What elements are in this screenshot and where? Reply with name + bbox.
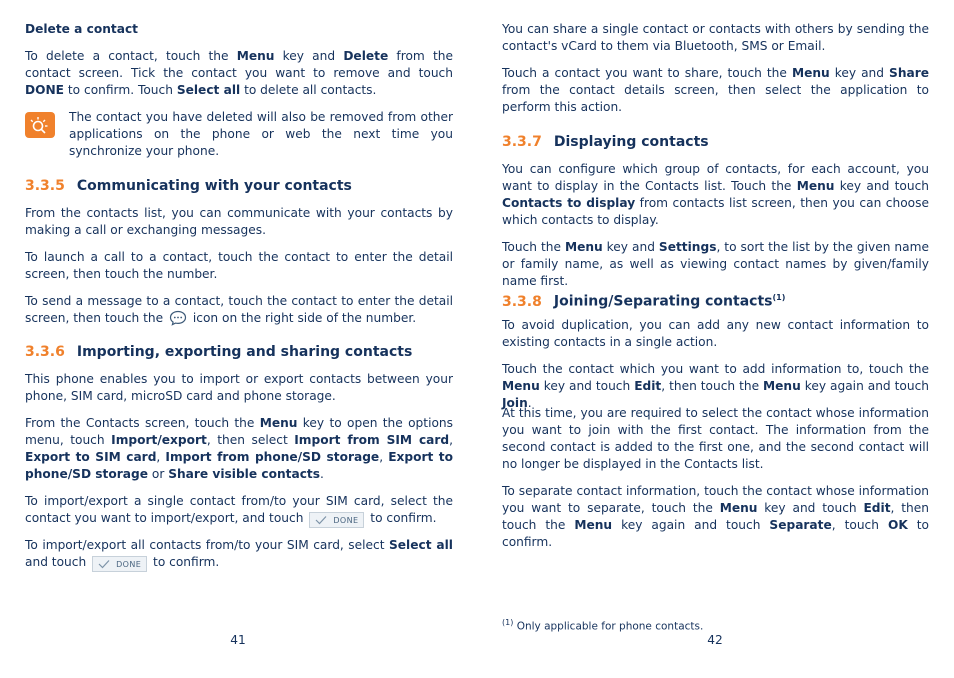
text-segment: , <box>156 450 166 464</box>
text-segment: to confirm. Touch <box>64 83 177 97</box>
bold-term: Join <box>502 396 528 410</box>
bold-term: Export to SIM card <box>25 450 157 464</box>
section-title: Importing, exporting and sharing contacts <box>76 344 413 360</box>
text-segment: to confirm. <box>149 555 220 569</box>
text-segment: To import/export all contacts from/to your SIM card, select <box>25 538 389 552</box>
share-paragraph-1: You can share a single contact or contacts with others by sending the contact's vCard to them via Bluetooth, SMS or Email. <box>502 22 929 53</box>
section-number: 3.3.6 <box>25 344 65 360</box>
text-segment: key and touch <box>834 179 929 193</box>
share-paragraph-2 <box>502 65 929 116</box>
bold-term: Import from SIM card <box>294 433 450 447</box>
text-segment: to delete all contacts. <box>240 83 377 97</box>
section-title: Joining/Separating contacts <box>553 293 773 310</box>
bold-term: Import from phone/SD storage <box>165 450 380 464</box>
done-button-image <box>309 512 364 528</box>
joining-paragraph-4 <box>502 483 929 551</box>
text-segment: and touch <box>25 555 91 569</box>
communicating-paragraph-3 <box>25 293 453 327</box>
text-segment: Touch a contact you want to share, touch the <box>502 66 792 80</box>
bold-term: Edit <box>863 501 891 515</box>
text-segment: to confirm. <box>366 511 437 525</box>
import-export-paragraph-1: This phone enables you to import or export contacts between your phone, SIM card, microSD card and phone storage. <box>25 372 453 403</box>
text-segment: To send a message to a contact, touch the contact to enter the detail screen, then touch the <box>25 294 453 325</box>
bold-term: Share <box>889 66 930 80</box>
displaying-paragraph-1 <box>502 161 929 229</box>
footnote-reference: (1) <box>772 293 786 302</box>
bold-term: Menu <box>502 379 540 393</box>
section-3-3-8-heading <box>502 289 785 311</box>
bold-term: Select all <box>176 83 241 97</box>
bold-term: Menu <box>564 240 603 254</box>
bold-term: Share visible contacts <box>168 467 320 481</box>
section-title: Displaying contacts <box>553 134 709 150</box>
tip-text: The contact you have deleted will also be removed from other applications on the phone or web the next time you synchronize your phone. <box>69 110 453 158</box>
text-segment: icon on the right side of the number. <box>189 311 417 325</box>
text-segment: , then touch the <box>502 501 929 532</box>
text-segment: key and <box>602 240 659 254</box>
done-label: DONE <box>333 515 359 525</box>
text-segment: to confirm. <box>502 518 929 549</box>
section-number: 3.3.8 <box>502 293 542 310</box>
communicating-paragraph-2: To launch a call to a contact, touch the contact to enter the detail screen, then touch the number. <box>25 250 453 281</box>
section-3-3-7-heading <box>502 133 709 151</box>
text-segment: key and <box>829 66 890 80</box>
bold-term: Edit <box>634 379 662 393</box>
footnote-mark: (1) <box>502 618 514 627</box>
footnote <box>502 616 703 634</box>
bold-term: Contacts to display <box>502 196 636 210</box>
footnote-text: Only applicable for phone contacts. <box>516 620 704 633</box>
text-segment: key and <box>274 49 344 63</box>
bold-term: Menu <box>719 501 758 515</box>
text-segment: To import/export a single contact from/to your SIM card, select the contact you want to import/export, and touch <box>25 494 453 525</box>
bold-term: Export to phone/SD storage <box>25 450 453 481</box>
text-segment: key again and touch <box>800 379 929 393</box>
left-page <box>25 0 453 678</box>
bold-term: Menu <box>259 416 298 430</box>
joining-paragraph-3: At this time, you are required to select the contact whose information you want to join with the first contact. The information from the second contact is added to the first one, and the second contact will no longer be displayed in the Contacts list. <box>502 406 929 471</box>
bold-term: Settings <box>658 240 717 254</box>
bold-term: Delete <box>343 49 389 63</box>
text-segment: , to sort the list by the given name or family name, as well as viewing contact names by given/family name first. <box>502 240 929 288</box>
text-segment: You can configure which group of contacts, for each account, you want to display in the Contacts list. Touch the <box>502 162 929 193</box>
text-segment: , then select <box>206 433 295 447</box>
text-segment: key and touch <box>539 379 635 393</box>
text-segment: To delete a contact, touch the <box>25 49 237 63</box>
done-label: DONE <box>116 559 142 569</box>
section-3-3-6-heading <box>25 343 412 361</box>
section-number: 3.3.5 <box>25 178 65 194</box>
import-export-paragraph-2 <box>25 415 453 483</box>
bold-term: Import/export <box>111 433 207 447</box>
text-segment: Touch the <box>502 240 565 254</box>
text-segment: key to open the options menu, touch <box>25 416 453 447</box>
text-segment: from the contact screen. Tick the contact you want to remove and touch <box>25 49 453 80</box>
import-export-paragraph-3 <box>25 493 453 528</box>
bold-term: DONE <box>25 83 65 97</box>
displaying-paragraph-2 <box>502 239 929 290</box>
text-segment: key again and touch <box>612 518 770 532</box>
bold-term: Select all <box>389 538 453 552</box>
section-number: 3.3.7 <box>502 134 542 150</box>
text-segment: , <box>379 450 389 464</box>
text-segment: . <box>527 396 532 410</box>
bold-term: Menu <box>236 49 275 63</box>
bold-term: Separate <box>769 518 832 532</box>
text-segment: , <box>449 433 454 447</box>
tip-lightbulb-icon <box>25 112 55 138</box>
text-segment: To separate contact information, touch the contact whose information you want to separate, touch the <box>502 484 929 515</box>
delete-contact-paragraph <box>25 48 453 99</box>
text-segment: , touch <box>831 518 888 532</box>
text-segment: from the contact details screen, then select the application to perform this action. <box>502 83 929 114</box>
text-segment: key and touch <box>757 501 864 515</box>
section-3-3-5-heading <box>25 177 352 195</box>
bold-term: Menu <box>763 379 801 393</box>
text-segment: , then touch the <box>661 379 764 393</box>
bold-term: Menu <box>796 179 835 193</box>
text-segment: . <box>320 467 324 481</box>
communicating-paragraph-1: From the contacts list, you can communicate with your contacts by making a call or exchanging messages. <box>25 206 453 237</box>
text-segment: from contacts list screen, then you can choose which contacts to display. <box>502 196 929 227</box>
text-segment: Touch the contact which you want to add information to, touch the <box>502 362 929 376</box>
text-segment: From the Contacts screen, touch the <box>25 416 260 430</box>
section-title: Communicating with your contacts <box>76 178 352 194</box>
import-export-paragraph-4 <box>25 537 453 572</box>
joining-paragraph-1: To avoid duplication, you can add any new contact information to existing contacts in a single action. <box>502 318 929 349</box>
delete-contact-title: Delete a contact <box>25 22 139 36</box>
right-page <box>502 0 929 678</box>
page-number-left: 41 <box>230 633 246 647</box>
bold-term: Menu <box>791 66 830 80</box>
page-number-right: 42 <box>707 633 723 647</box>
done-button-image <box>92 556 147 572</box>
text-segment: or <box>147 467 169 481</box>
message-bubble-icon <box>169 310 187 326</box>
bold-term: OK <box>887 518 908 532</box>
bold-term: Menu <box>574 518 613 532</box>
